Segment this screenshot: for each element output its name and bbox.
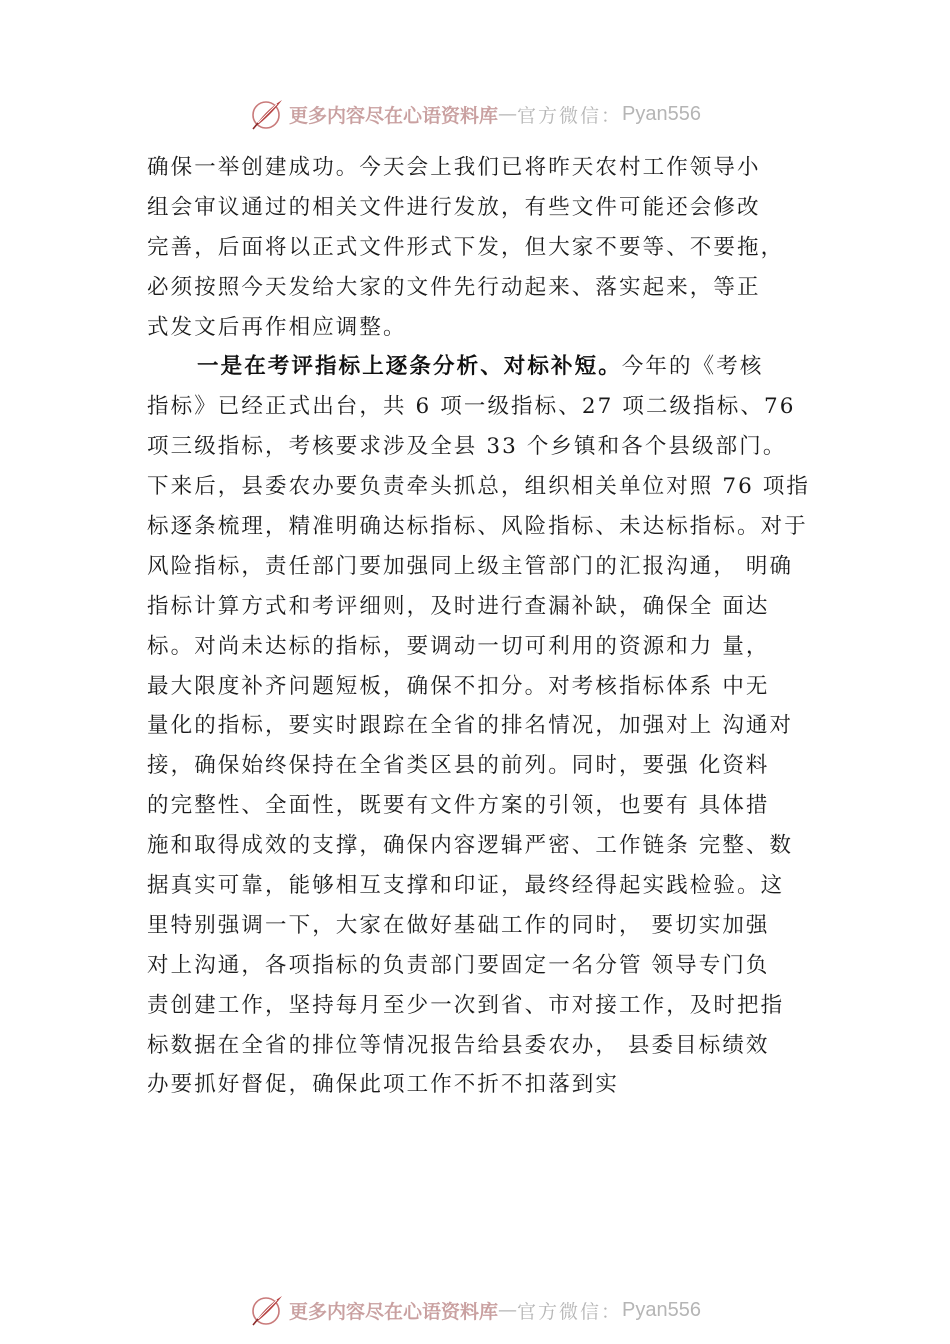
quill-pen-logo-icon bbox=[249, 1292, 285, 1328]
paragraph-line: 标数据在全省的排位等情况报告给县委农办， 县委目标绩效 bbox=[147, 1032, 770, 1058]
body-line: 式发文后再作相应调整。 bbox=[147, 314, 407, 340]
watermark-wechat-id: Pyan556 bbox=[622, 102, 701, 125]
quill-pen-logo-icon bbox=[249, 96, 285, 132]
watermark-separator: — bbox=[498, 1299, 518, 1321]
paragraph-line: 项三级指标，考核要求涉及全县 33 个乡镇和各个县级部门。 bbox=[147, 434, 787, 460]
paragraph-line: 里特别强调一下，大家在做好基础工作的同时， 要切实加强 bbox=[147, 912, 770, 938]
body-line: 组会审议通过的相关文件进行发放，有些文件可能还会修改 bbox=[147, 194, 761, 220]
paragraph-line: 风险指标，责任部门要加强同上级主管部门的汇报沟通， 明确 bbox=[147, 553, 794, 579]
footer-watermark bbox=[0, 1290, 950, 1330]
watermark-brand-text: 更多内容尽在心语资料库 bbox=[289, 104, 499, 127]
paragraph-line: 责创建工作，坚持每月至少一次到省、市对接工作，及时把指 bbox=[147, 992, 785, 1018]
paragraph-line: 据真实可靠，能够相互支撑和印证，最终经得起实践检验。这 bbox=[147, 873, 785, 899]
section-heading-bold: 一是在考评指标上逐条分析、对标补短。 bbox=[197, 354, 622, 380]
header-watermark bbox=[0, 94, 950, 134]
paragraph-line: 下来后，县委农办要负责牵头抓总，组织相关单位对照 76 项指 bbox=[147, 474, 811, 500]
paragraph-line: 指标计算方式和考评细则，及时进行查漏补缺，确保全 面达 bbox=[147, 593, 770, 619]
watermark-wechat-id: Pyan556 bbox=[622, 1298, 701, 1321]
body-line: 完善，后面将以正式文件形式下发，但大家不要等、不要拖， bbox=[147, 234, 785, 260]
body-line: 必须按照今天发给大家的文件先行动起来、落实起来，等正 bbox=[147, 274, 761, 300]
paragraph-line: 标。对尚未达标的指标，要调动一切可利用的资源和力 量， bbox=[147, 633, 770, 659]
body-line: 确保一举创建成功。今天会上我们已将昨天农村工作领导小 bbox=[147, 155, 761, 180]
watermark-brand-text: 更多内容尽在心语资料库 bbox=[289, 1300, 499, 1323]
paragraph-line: 施和取得成效的支撑，确保内容逻辑严密、工作链条 完整、数 bbox=[147, 833, 794, 859]
paragraph-line: 的完整性、全面性，既要有文件方案的引领，也要有 具体措 bbox=[147, 793, 770, 819]
paragraph-line: 量化的指标，要实时跟踪在全省的排名情况，加强对上 沟通对 bbox=[147, 713, 794, 739]
document-body bbox=[147, 148, 837, 1105]
section-heading-line bbox=[147, 347, 837, 387]
watermark-official-label: 官方微信： bbox=[517, 104, 623, 127]
watermark-separator: — bbox=[498, 103, 518, 125]
paragraph-line: 指标》已经正式出台，共 6 项一级指标、27 项二级指标、76 bbox=[147, 394, 796, 420]
paragraph-line: 对上沟通，各项指标的负责部门要固定一名分管 领导专门负 bbox=[147, 952, 770, 978]
watermark-official-label: 官方微信： bbox=[517, 1300, 623, 1323]
section-heading-rest: 今年的《考核 bbox=[621, 354, 764, 380]
paragraph-line: 最大限度补齐问题短板，确保不扣分。对考核指标体系 中无 bbox=[147, 673, 770, 699]
paragraph-line: 办要抓好督促，确保此项工作不折不扣落到实 bbox=[147, 1072, 620, 1098]
paragraph-line: 标逐条梳理，精准明确达标指标、风险指标、未达标指标。对于 bbox=[147, 514, 808, 540]
paragraph-line: 接，确保始终保持在全省类区县的前列。同时，要强 化资料 bbox=[147, 753, 770, 779]
